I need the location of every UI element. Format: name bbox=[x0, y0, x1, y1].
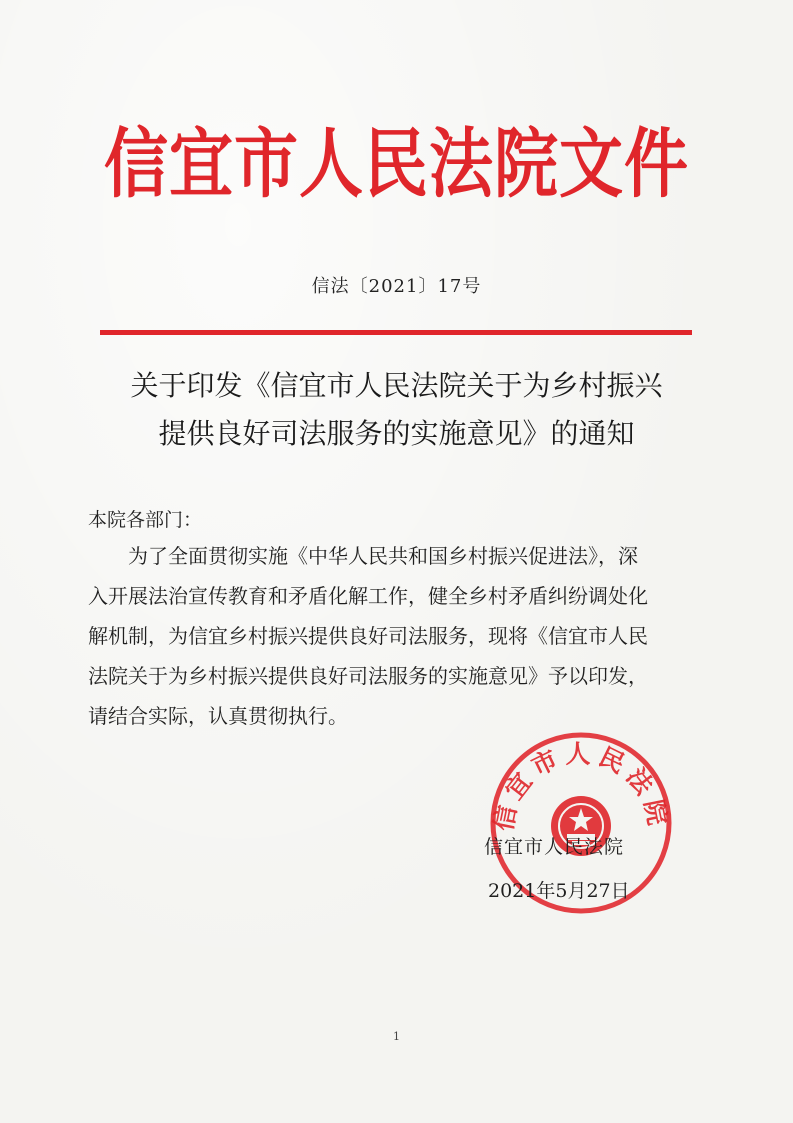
body-line-1: 为了全面贯彻实施《中华人民共和国乡村振兴促进法》，深 bbox=[128, 544, 638, 568]
body-line-2: 入开展法治宣传教育和矛盾化解工作，健全乡村矛盾纠纷调处化 bbox=[88, 584, 648, 608]
body-line-5: 请结合实际，认真贯彻执行。 bbox=[88, 704, 348, 728]
notice-title-line-2: 提供良好司法服务的实施意见》的通知 bbox=[158, 417, 635, 450]
notice-title bbox=[60, 362, 733, 458]
notice-title-line-1: 关于印发《信宜市人民法院关于为乡村振兴 bbox=[130, 369, 663, 402]
red-divider-line bbox=[100, 330, 692, 335]
salutation: 本院各部门： bbox=[88, 509, 203, 531]
body-line-3: 解机制，为信宜乡村振兴提供良好司法服务，现将《信宜市人民 bbox=[88, 624, 648, 648]
document-number: 信法〔2021〕17号 bbox=[311, 276, 482, 297]
body-paragraph bbox=[88, 536, 708, 736]
svg-text:信宜市人民法院: 信宜市人民法院 bbox=[488, 739, 674, 834]
document-header-title: 信宜市人民法院文件 bbox=[104, 121, 689, 209]
signature-date: 2021年5月27日 bbox=[488, 880, 630, 902]
page-number: 1 bbox=[393, 1030, 400, 1043]
signature-organization: 信宜市人民法院 bbox=[484, 836, 625, 858]
body-line-4: 法院关于为乡村振兴提供良好司法服务的实施意见》予以印发， bbox=[88, 664, 648, 688]
